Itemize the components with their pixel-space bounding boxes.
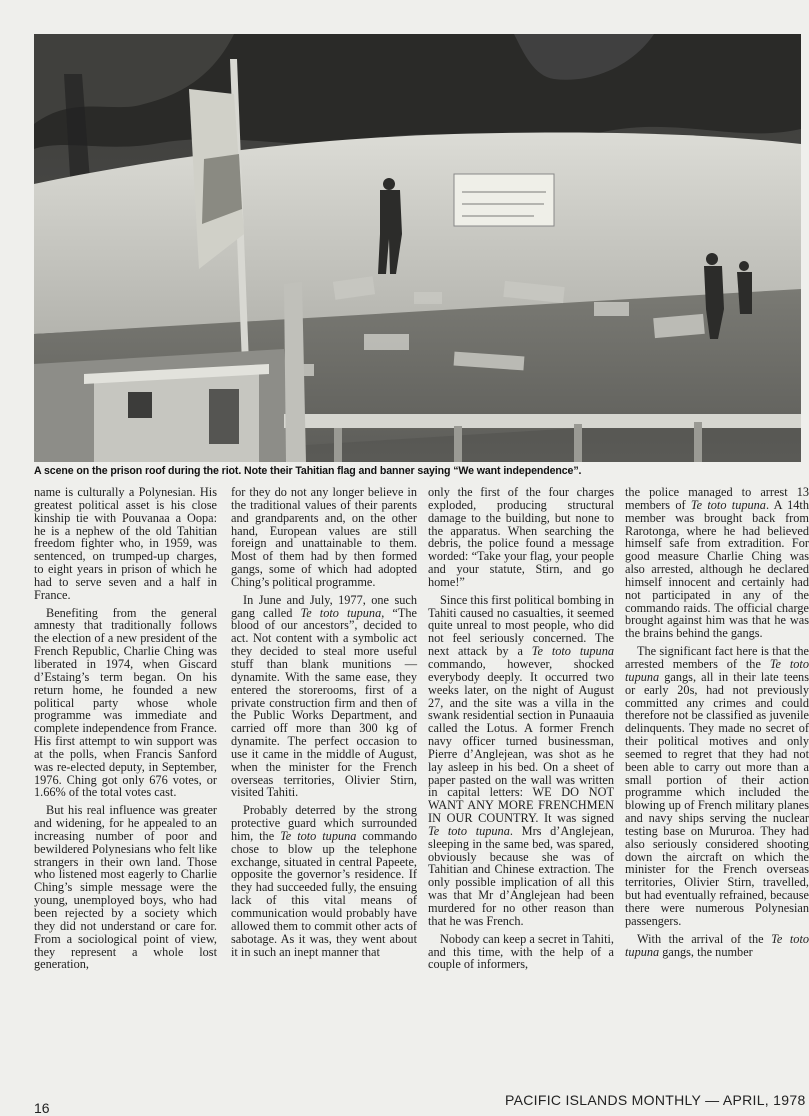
riot-photo <box>34 34 801 462</box>
article-column-1 <box>34 486 217 976</box>
prison-roof-photo <box>34 34 801 462</box>
photo-caption: A scene on the prison roof during the riot. Note their Tahitian flag and banner saying “We want independence”. <box>34 465 582 477</box>
article-column-3 <box>428 486 614 976</box>
paragraph: Benefiting from the general amnesty that traditionally follows the election of a new president of the French Republic, Charlie Ching was liberated in 1974, when Giscard d’Estaing’s term began. On his return home, he founded a new political party whose whole programme was immediate and complete independence from France. His first attempt to win support was at the polls, when Francis Sanford was re-elected deputy, in September, 1976. Ching got only 676 votes, or 1.66% of the total votes cast. <box>34 605 217 800</box>
paragraph: In June and July, 1977, one such gang called Te toto tupuna, “The blood of our ancestors”, decided to act. Not content with a symbolic act they decided to steal more useful stuff than blank munitions — dynamite. With the same ease, they entered the storerooms, first of a private construction firm and then of the Public Works Department, and carried off more than 300 kg of dynamite. The perfect occasion to use it came in the middle of August, when the minister for the French overseas territories, Olivier Stirn, visited Tahiti. <box>231 592 417 800</box>
running-title: PACIFIC ISLANDS MONTHLY — APRIL, 1978 <box>505 1092 806 1108</box>
article-column-4 <box>625 486 809 958</box>
paragraph: Nobody can keep a secret in Tahiti, and this time, with the help of a couple of informers, <box>428 931 614 972</box>
paragraph: Since this first political bombing in Tahiti caused no casualties, it seemed quite unreal to most people, who did not feel seriously concerned. The next attack by a Te toto tupuna commando, however, shocked everybody deeply. It occurred two weeks later, on the night of August 27, and the site was a villa in the swank residential section in Punaauia called the Lotus. A former French navy officer turned businessman, Pierre d’Anglejean, was shot as he lay asleep in his bed. On a sheet of paper pasted on the wall was written in capital letters: WE DO NOT WANT ANY MORE FRENCHMEN IN OUR COUNTRY. It was signed Te toto tupuna. Mrs d’Anglejean, sleeping in the same bed, was spared, obviously because she was of Tahitian and Chinese extraction. The only possible implication of all this was that Mr d’Anglejean had been murdered for no other reason than that he was French. <box>428 592 614 928</box>
paragraph: With the arrival of the Te toto tupuna gangs, the number <box>625 931 809 959</box>
article-column-4-clip <box>625 485 809 1086</box>
paragraph: only the first of the four charges exploded, producing structural damage to the building, but none to the apparatus. When searching the debris, the police found a message worded: “Take your flag, your people and your statute, Stirn, and go home!” <box>428 485 614 589</box>
paragraph: But his real influence was greater and widening, for he appealed to an increasing number of poor and bewildered Polynesians who felt like strangers in their own land. Those who listened most eagerly to Charlie Ching’s simple message were the young, unemployed boys, who had been rejected by a society which they did not understand or care for. From a sociological point of view, they represent a whole lost generation, <box>34 803 217 972</box>
article-column-2 <box>231 486 417 963</box>
paragraph: name is culturally a Polynesian. His greatest political asset is his close kinship tie with Pouvanaa a Oopa: he is a nephew of the old Tahitian freedom fighter who, in 1959, was sentenced, on trumped-up charges, to eight years in prison of which he had to serve seven and a half in France. <box>34 485 217 602</box>
paragraph: Probably deterred by the strong protective guard which surrounded him, the Te toto tupuna commando chose to blow up the telephone exchange, situated in central Papeete, opposite the governor’s residence. If they had succeeded fully, the ensuing lack of this vital means of communication would probably have allowed them to commit other acts of sabotage. As it was, they went about it in such an inept manner that <box>231 803 417 959</box>
page-number: 16 <box>34 1100 50 1116</box>
paragraph: for they do not any longer believe in the traditional values of their parents and grandparents and, on the other hand, European values are still foreign and unattainable to them. Most of them had by then formed gangs, some of which had adopted Ching’s political programme. <box>231 485 417 589</box>
paragraph: The significant fact here is that the arrested members of the Te toto tupuna gangs, all in their late teens or early 20s, had not previously committed any crimes and could therefore not be classified as juvenile delinquents. They made no secret of their political motives and only seemed to regret that they had not been able to carry out more than a small portion of their action programme which included the blowing up of French military planes and navy ships serving the nuclear testing base on Mururoa. They had also seriously considered shooting down the aircraft on which the minister for the French overseas territories, Olivier Stirn, travelled, but had eventually refrained, because there were numerous Polynesian passengers. <box>625 644 809 928</box>
paragraph: the police managed to arrest 13 members of Te toto tupuna. A 14th member was brought back from Rarotonga, where he had believed himself safe from extradition. For good measure Charlie Ching was also arrested, although he declared himself innocent and certainly had not participated in any of the commando raids. The official charge brought against him was that he was the brains behind the gangs. <box>625 485 809 641</box>
